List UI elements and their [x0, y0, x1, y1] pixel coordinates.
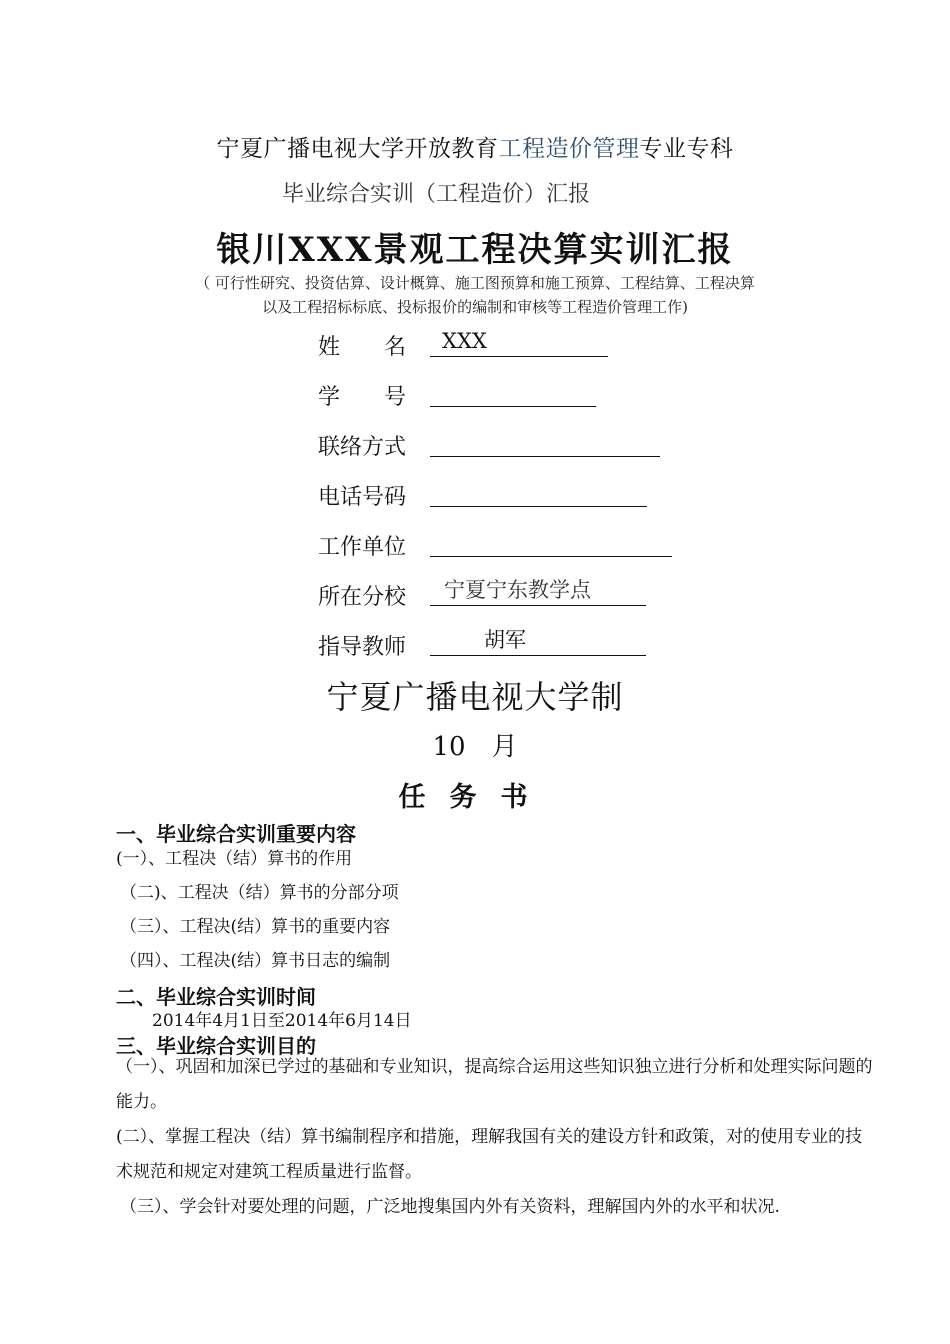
phone-label: 电话号码: [318, 485, 407, 510]
branch-field[interactable]: 宁夏宁东教学点: [430, 576, 646, 606]
section-3-item: （三）、学会针对要处理的问题，广泛地搜集国内外有关资料，理解国内外的水平和状况.: [120, 1197, 780, 1217]
section-2-heading: 二、毕业综合实训时间: [116, 985, 316, 1009]
training-period: 2014年4月1日至2014年6月14日: [152, 1011, 412, 1031]
program-prefix: 宁夏广播电视大学开放教育: [216, 136, 499, 162]
contact-field[interactable]: [430, 426, 660, 457]
issuing-school: 宁夏广播电视大学制: [326, 678, 624, 716]
program-major: 工程造价管理: [498, 136, 640, 162]
program-header: [0, 130, 950, 163]
section-3-item: （一）、巩固和加深已学过的基础和专业知识，提高综合运用这些知识独立进行分析和处理实际问题的能力。: [116, 1057, 873, 1112]
name-field[interactable]: XXX: [430, 327, 608, 357]
report-subtitle: 毕业综合实训（工程造价）汇报: [282, 182, 591, 207]
section-3-item: (二）、掌握工程决（结）算书编制程序和措施，理解我国有关的建设方针和政策，对的使用专业的技术规范和规定对建筑工程质量进行监督。: [116, 1127, 863, 1182]
section-1-heading: 一、毕业综合实训重要内容: [116, 822, 356, 846]
report-title: 银川XXX景观工程决算实训汇报: [216, 230, 734, 270]
section-1-item: （三）、工程决(结）算书的重要内容: [120, 917, 391, 937]
section-1-item: （四）、工程决(结）算书日志的编制: [120, 951, 391, 971]
advisor-label: 指导教师: [318, 635, 407, 660]
issue-date: 10 月: [432, 732, 518, 762]
phone-field[interactable]: [430, 476, 647, 507]
employer-field[interactable]: [430, 526, 672, 557]
section-1-item: （二)、工程决（结）算书的分部分项: [120, 883, 399, 903]
section-1-item: (一）、工程决（结）算书的作用: [116, 849, 353, 869]
advisor-field[interactable]: 胡军: [430, 626, 646, 656]
scope-line-1: （ 可行性研究、投资估算、设计概算、施工图预算和施工预算、工程结算、工程决算: [195, 274, 755, 292]
scope-line-2: 以及工程招标标底、投标报价的编制和审核等工程造价管理工作): [262, 298, 688, 316]
student-id-field[interactable]: [430, 376, 596, 407]
employer-label: 工作单位: [318, 535, 407, 560]
program-suffix: 专业专科: [639, 136, 734, 162]
section-3-heading: 三、毕业综合实训目的: [116, 1034, 316, 1058]
branch-label: 所在分校: [318, 585, 407, 610]
name-label: 姓 名: [318, 335, 407, 360]
task-book-title: 任务书: [398, 782, 552, 813]
student-id-label: 学 号: [318, 385, 407, 410]
contact-label: 联络方式: [318, 435, 407, 460]
